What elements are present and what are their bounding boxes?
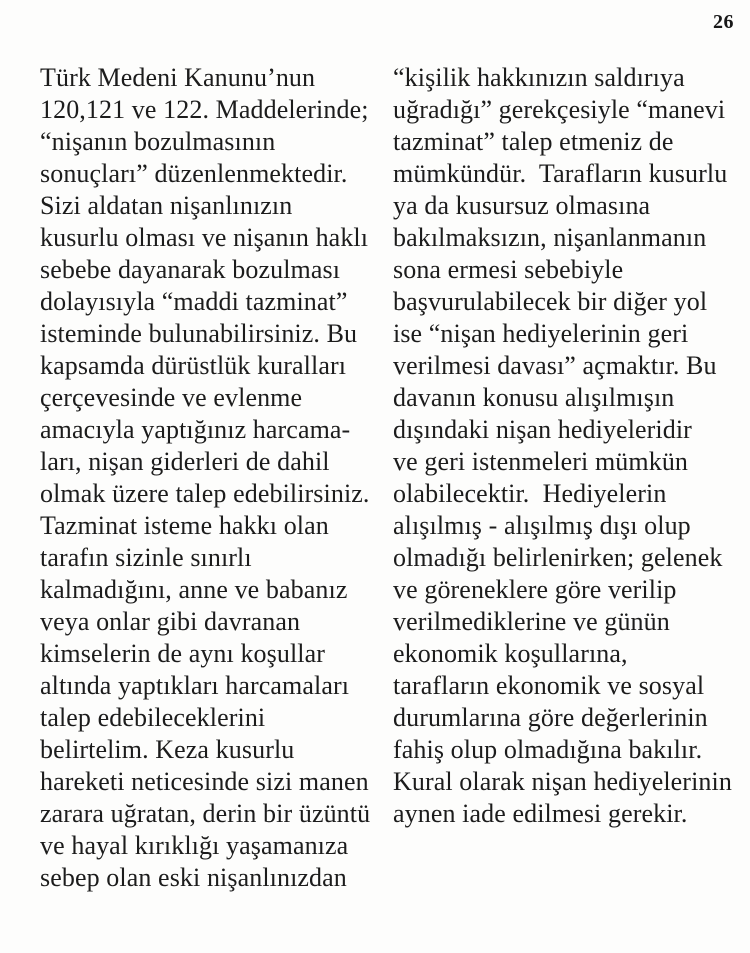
text-line: sona ermesi sebebiyle: [393, 255, 624, 284]
text-line: zarara uğratan, derin bir üzüntü: [40, 799, 371, 828]
text-line: isteminde bulunabilirsiniz. Bu: [40, 319, 358, 348]
text-line: ları, nişan giderleri de dahil: [40, 447, 330, 476]
text-line: belirtelim. Keza kusurlu: [40, 735, 295, 764]
text-line: tazminat” talep etmeniz de: [393, 127, 674, 156]
right-text-column: [393, 62, 743, 830]
text-line: bakılmaksızın, nişanlanmanın: [393, 223, 707, 252]
text-line: sonuçları” düzenlenmektedir.: [40, 159, 348, 188]
text-line: kusurlu olması ve nişanın haklı: [40, 223, 369, 252]
text-line: çerçevesinde ve evlenme: [40, 383, 303, 412]
text-line: uğradığı” gerekçesiyle “manevi: [393, 95, 726, 124]
text-line: “kişilik hakkınızın saldırıya: [393, 63, 685, 92]
text-line: 120,121 ve 122. Maddelerinde;: [40, 95, 369, 124]
text-line: Tazminat isteme hakkı olan: [40, 511, 329, 540]
text-line: amacıyla yaptığınız harcama-: [40, 415, 351, 444]
text-line: Türk Medeni Kanunu’nun: [40, 63, 316, 92]
text-line: hareketi neticesinde sizi manen: [40, 767, 369, 796]
text-line: kapsamda dürüstlük kuralları: [40, 351, 347, 380]
text-line: ve hayal kırıklığı yaşamanıza: [40, 831, 349, 860]
page-number: 26: [713, 11, 734, 33]
text-line: sebebe dayanarak bozulması: [40, 255, 341, 284]
text-line: “nişanın bozulmasının: [40, 127, 276, 156]
text-line: fahiş olup olmadığına bakılır.: [393, 735, 703, 764]
text-line: verilmediklerine ve günün: [393, 607, 670, 636]
text-line: kalmadığını, anne ve babanız: [40, 575, 348, 604]
text-line: ekonomik koşullarına,: [393, 639, 628, 668]
left-text-column: [40, 62, 382, 894]
text-line: kimselerin de aynı koşullar: [40, 639, 326, 668]
text-line: dolayısıyla “maddi tazminat”: [40, 287, 348, 316]
text-line: mümkündür. Tarafların kusurlu: [393, 159, 728, 188]
text-line: alışılmış - alışılmış dışı olup: [393, 511, 691, 540]
text-line: aynen iade edilmesi gerekir.: [393, 799, 688, 828]
text-line: altında yaptıkları harcamaları: [40, 671, 350, 700]
text-line: ise “nişan hediyelerinin geri: [393, 319, 689, 348]
text-line: davanın konusu alışılmışın: [393, 383, 675, 412]
text-line: olabilecektir. Hediyelerin: [393, 479, 667, 508]
text-line: Kural olarak nişan hediyelerinin: [393, 767, 732, 796]
text-line: Sizi aldatan nişanlınızın: [40, 191, 293, 220]
text-line: talep edebileceklerini: [40, 703, 266, 732]
text-line: ve göreneklere göre verilip: [393, 575, 677, 604]
text-line: başvurulabilecek bir diğer yol: [393, 287, 708, 316]
text-line: veya onlar gibi davranan: [40, 607, 301, 636]
text-line: ya da kusursuz olmasına: [393, 191, 651, 220]
text-line: durumlarına göre değerlerinin: [393, 703, 708, 732]
text-line: ve geri istenmeleri mümkün: [393, 447, 689, 476]
text-line: sebep olan eski nişanlınızdan: [40, 863, 347, 892]
text-line: tarafların ekonomik ve sosyal: [393, 671, 705, 700]
text-line: dışındaki nişan hediyeleridir: [393, 415, 692, 444]
text-line: verilmesi davası” açmaktır. Bu: [393, 351, 717, 380]
text-line: tarafın sizinle sınırlı: [40, 543, 252, 572]
text-line: olmadığı belirlenirken; gelenek: [393, 543, 723, 572]
text-line: olmak üzere talep edebilirsiniz.: [40, 479, 370, 508]
